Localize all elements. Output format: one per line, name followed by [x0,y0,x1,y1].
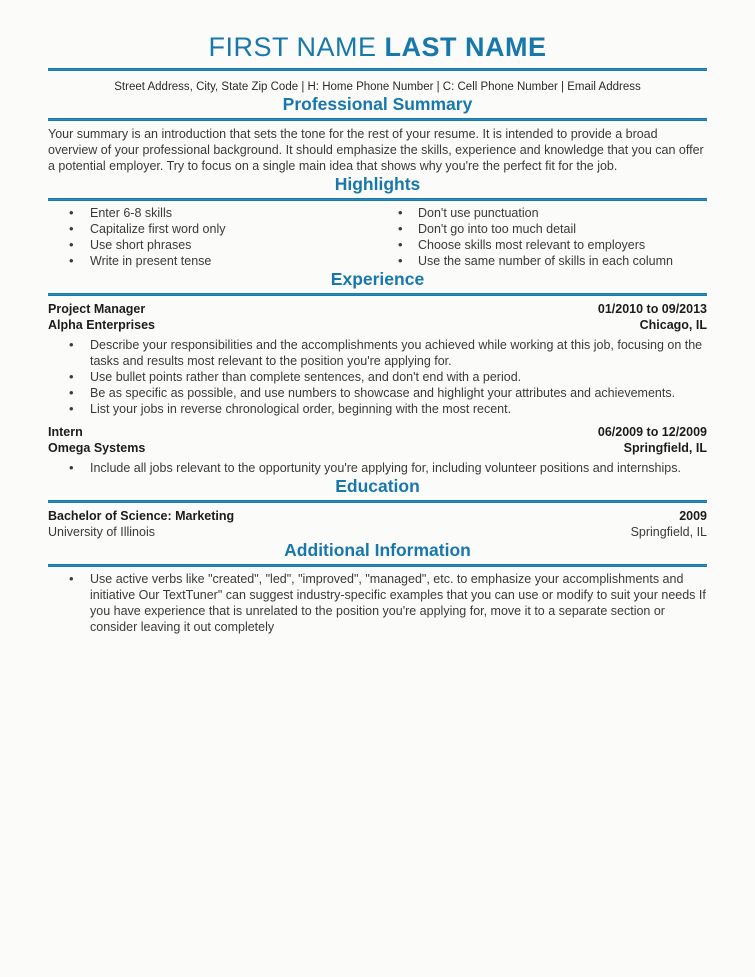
section-title-highlights: Highlights [334,174,421,194]
section-professional-summary [48,94,707,174]
header-divider [48,68,707,71]
job-company-row [48,440,707,456]
job-title-row [48,301,707,317]
section-divider [48,564,707,567]
education-school: University of Illinois [48,525,155,539]
job-bullet: • Use bullet points rather than complete sentences, and don't end with a period. [48,369,707,385]
job-bullet: • Be as specific as possible, and use numbers to showcase and highlight your attributes and achievements. [48,385,707,401]
highlight-item: • Use short phrases [48,237,380,253]
highlight-item: • Don't go into too much detail [380,221,707,237]
first-name: FIRST NAME [208,32,377,62]
section-additional-information [48,540,707,635]
highlight-item: • Don't use punctuation [380,205,707,221]
highlights-list-left [48,205,380,269]
section-education [48,476,707,540]
education-entry [48,508,707,540]
job-entry [48,301,707,417]
highlights-column-right [380,205,707,269]
education-school-row [48,524,707,540]
highlight-item: • Write in present tense [48,253,380,269]
job-bullet: • Include all jobs relevant to the opportunity you're applying for, including volunteer positions and internships. [48,460,707,476]
highlights-list-right [380,205,707,269]
resume-header [48,0,707,94]
section-title-education: Education [335,476,420,496]
section-divider [48,118,707,121]
job-dates: 06/2009 to 12/2009 [597,425,707,439]
job-company-row [48,317,707,333]
job-role: Intern [48,425,83,439]
highlight-item: • Capitalize first word only [48,221,380,237]
highlight-item: • Choose skills most relevant to employers [380,237,707,253]
section-divider [48,198,707,201]
section-title-professional-summary: Professional Summary [282,94,473,114]
section-divider [48,293,707,296]
job-company: Alpha Enterprises [48,318,155,332]
job-bullet-list [48,460,707,476]
highlight-item: • Use the same number of skills in each column [380,253,707,269]
education-degree: Bachelor of Science: Marketing [48,509,235,523]
section-title-additional-information: Additional Information [284,540,471,560]
education-year: 2009 [679,509,707,523]
highlight-item: • Enter 6-8 skills [48,205,380,221]
highlights-column-left [48,205,380,269]
section-divider [48,500,707,503]
job-bullet: • List your jobs in reverse chronological order, beginning with the most recent. [48,401,707,417]
section-experience [48,269,707,476]
job-dates: 01/2010 to 09/2013 [597,302,707,316]
education-location: Springfield, IL [630,525,707,539]
job-title-row [48,424,707,440]
job-role: Project Manager [48,302,146,316]
additional-bullet-list [48,571,707,635]
contact-line: Street Address, City, State Zip Code | H: Home Phone Number | C: Cell Phone Number | Email Address [114,81,641,93]
job-bullet-list [48,337,707,417]
additional-bullet: • Use active verbs like "created", "led", "improved", "managed", etc. to emphasize your accomplishments and initiative Our TextTuner" can suggest industry-specific examples that you can use or modify to suit your needs If you have experience that is unrelated to the position you're applying for, move it to a separate section or consider leaving it out completely [48,571,707,635]
page-title [48,0,707,63]
job-entry [48,424,707,476]
last-name: LAST NAME [384,32,547,62]
job-company: Omega Systems [48,441,146,455]
job-location: Chicago, IL [639,318,707,332]
summary-paragraph: Your summary is an introduction that sets the tone for the rest of your resume. It is intended to provide a broad overview of your professional background. It should emphasize the skills, experience and knowledge that you can offer a potential employer. Try to focus on a single main idea that shows why you're the perfect fit for the job. [48,127,704,173]
section-title-experience: Experience [330,269,425,289]
highlights-columns [48,205,707,269]
job-location: Springfield, IL [623,441,707,455]
education-degree-row [48,508,707,524]
section-highlights [48,174,707,269]
job-bullet: • Describe your responsibilities and the accomplishments you achieved while working at this job, focusing on the tasks and results most relevant to the position you're applying for. [48,337,707,369]
